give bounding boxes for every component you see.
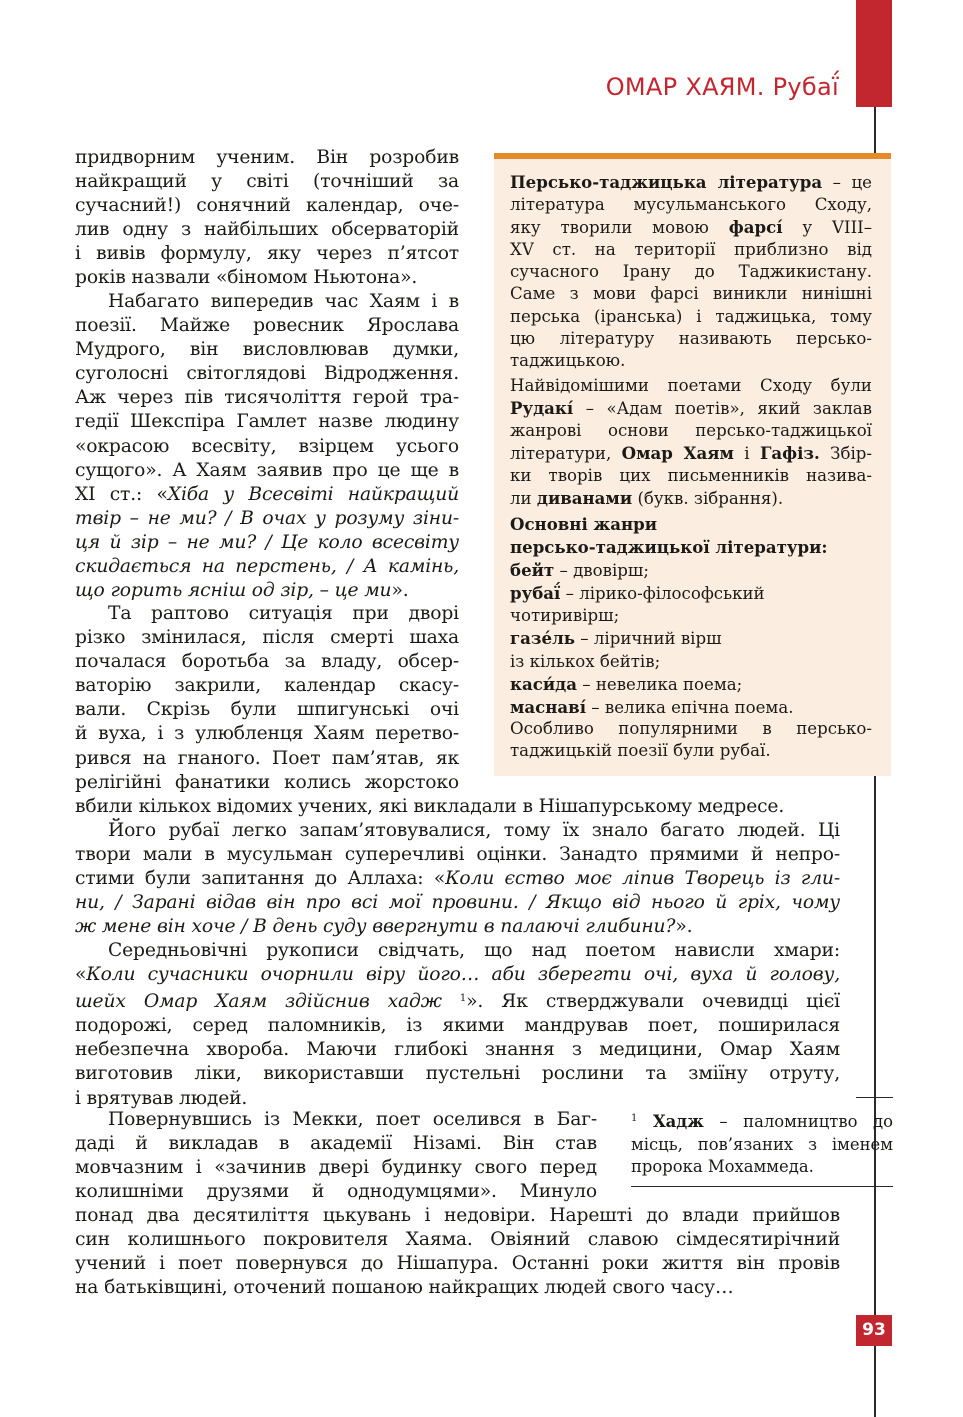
paragraph-1: придворним ученим. Він розробив найкращий у світі (точніший за сучасний!) сонячний календар, оче- лив одну з найбільших обсерваторій і вивів формулу, яку через п’ятсот років назвали «біномом Ньютона». bbox=[75, 147, 459, 289]
paragraph-4: Його рубаї легко запам’ятовувалися, тому їх знало багато людей. Ці твори мали в мусульман суперечливі оцінки. Занадто прямими й непро- стими були запитання до Аллаха: «Коли єство моє ліпив Творець із гли- ни, / Зарані відав він про всі мої провини. / Якщо від нього й гріх, чому ж мене він хоче / В день суду ввергнути в палаючі глибини?». bbox=[75, 820, 840, 938]
paragraph-3-tail: вбили кількох відомих учених, які викладали в Нішапурському медресе. bbox=[75, 796, 785, 817]
paragraph-3: Та раптово ситуація при дворі різко змінилася, після смерті шаха почалася боротьба за владу, обсер- ваторію закрили, календар скасу- вали. Скрізь були шпигунські очі й вуха, і з улюбленця Хаям перетво- рився на гнаного. Поет пам’ятав, як релігійні фанатики колись жорстоко bbox=[75, 603, 459, 793]
footnote: $^1$ Хадж – паломництво до місць, пов’язаних з іменем пророка Мохаммеда. bbox=[631, 1112, 893, 1176]
paragraph-5: Середньовічні рукописи свідчать, що над поетом нависли хмари: «Коли сучасники очорнили віру його… аби зберегти очі, вуха й голову, шейх Омар Хаям здійснив хадж $^1$». Як стверджували очевидці цієї подорожі, серед паломників, із якими мандрував поет, поширилася небезпечна хвороба. Маючи глибокі знання з медицини, Омар Хаям виготовив ліки, використавши пустельні рослини та зміїну отруту, і врятував людей. bbox=[75, 940, 841, 1109]
paragraph-2: Набагато випередив час Хаям і в поезії. Майже ровесник Ярослава Мудрого, він висловлював думки, суголосні світоглядові Відродження. Аж через пів тисячоліття герой тра- гедії Шекспіра Гамлет назве людину «окрасою всесвіту, взірцем усього сущого». А Хаям заявив про це ще в XI ст.: «Хіба у Всесвіті найкращий твір – не ми? / В очах у розуму зіни- ця й зір – не ми? / Це коло всесвіту скидається на перстень, / А камінь, що горить ясніш од зір, – це ми». bbox=[75, 291, 459, 602]
paragraph-6-tail: понад два десятиліття цькувань і недовіри. Нарешті до влади прийшов син колишнього покровителя Хаяма. Овіяний славою сімдесятирічний учений і поет повернувся до Нішапура. Останні роки життя він провів на батьківщині, оточений пошаною найкращих людей свого часу… bbox=[75, 1205, 840, 1299]
page-number: 93 bbox=[856, 1315, 892, 1346]
footnote-rule-top bbox=[856, 1097, 893, 1098]
sidebar-definition: Персько-таджицька література – це література мусульманського Сходу, яку творили мовою фарсі́ у VIII– XV ст. на території приблизно від сучасного Ірану до Таджикистану. Саме з мови фарсі виникли нинішні перська (іранська) і таджицька, тому цю літературу називають персько- таджицькою. bbox=[510, 172, 872, 370]
header-color-bar bbox=[856, 0, 892, 107]
sidebar-genres: Основні жанри персько-таджицької літератури: бейт – двовірш; рубаї́ – лірико-філософський чотиривірш; газе́ль – ліричний вірш із кількох бейтів; каси́да – невелика поема; маснаві́ – велика епічна поема. bbox=[510, 514, 828, 717]
footnote-rule-bottom bbox=[631, 1186, 893, 1187]
footnote-ref: 1 bbox=[459, 993, 467, 1005]
sidebar-poets: Найвідомішими поетами Сходу були Рудакі́ – «Адам поетів», який заклав жанрові основи персько-таджицької літератури, Омар Хаям і Гафіз. Збір- ки творів цих письменників назива- ли диванами (букв. зібрання). bbox=[510, 376, 873, 509]
chapter-title: ОМАР ХАЯМ. Рубаї́ bbox=[605, 73, 839, 101]
paragraph-6: Повернувшись із Мекки, поет оселився в Баг- даді й викладав в академії Нізамі. Він став мовчазним і «зачинив двері будинку свого перед колишніми друзями й однодумцями». Минуло bbox=[75, 1109, 597, 1203]
sidebar-note: Особливо популярними в персько- таджицькій поезії були рубаї. bbox=[510, 719, 872, 761]
